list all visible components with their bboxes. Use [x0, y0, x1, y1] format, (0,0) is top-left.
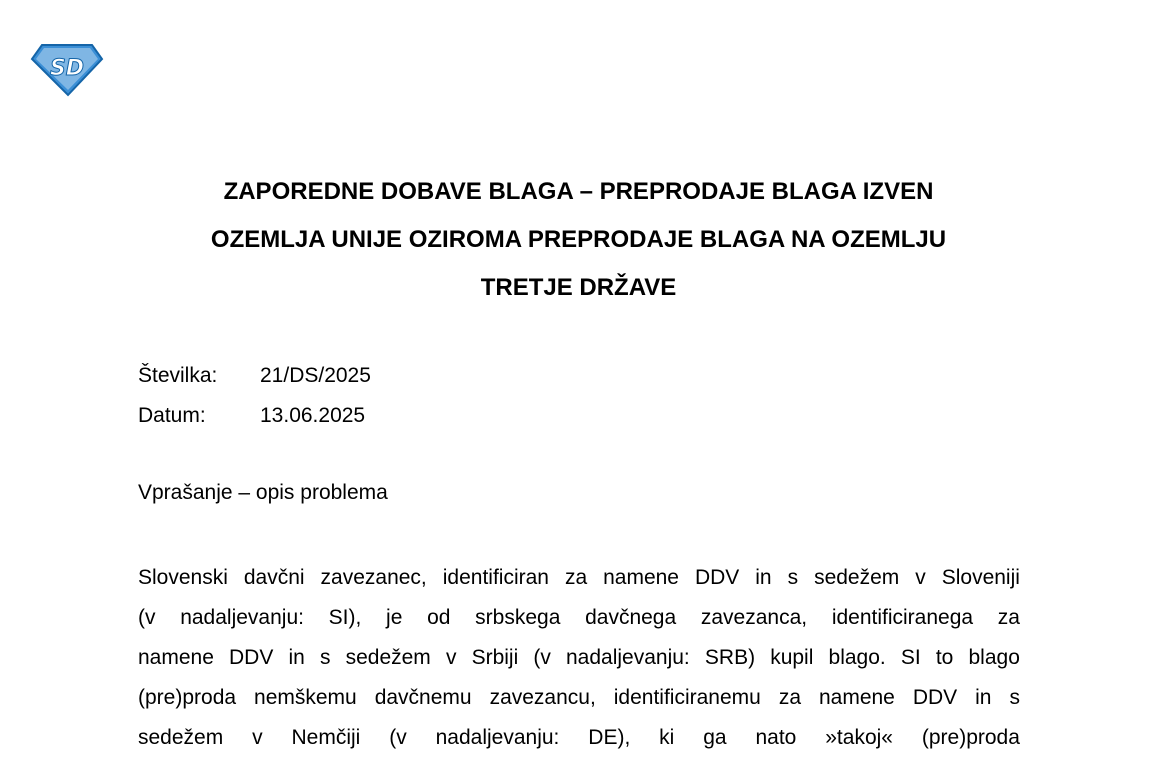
paragraph-word: DDV — [912, 686, 958, 709]
paragraph-word: in — [288, 646, 305, 669]
paragraph-word: Sloveniji — [941, 566, 1020, 589]
paragraph-word: to — [935, 646, 954, 669]
paragraph-word: za — [564, 566, 588, 589]
paragraph-word: za — [778, 686, 801, 709]
paragraph-word: namene — [603, 566, 679, 589]
paragraph-word: zavezancu, — [489, 686, 596, 709]
number-label: Številka: — [138, 364, 218, 387]
paragraph-line — [138, 598, 1020, 638]
paragraph-word: za — [997, 606, 1020, 629]
paragraph-word: SI), — [328, 606, 362, 629]
paragraph-word: identificiran — [442, 566, 549, 589]
paragraph-word: DDV — [229, 646, 274, 669]
paragraph-word: s — [319, 646, 331, 669]
paragraph-word: s — [1009, 686, 1020, 709]
paragraph-word: Nemčiji — [291, 726, 361, 749]
paragraph-word: nemškemu — [254, 686, 357, 709]
paragraph-word: nadaljevanju: — [180, 606, 304, 629]
paragraph-word: SI — [900, 646, 921, 669]
paragraph-line — [138, 678, 1020, 718]
paragraph-word: kupil — [770, 646, 814, 669]
paragraph-word: sedežem — [345, 646, 431, 669]
paragraph-word: v — [915, 566, 926, 589]
paragraph-word: davčnemu — [374, 686, 472, 709]
number-value: 21/DS/2025 — [260, 364, 371, 387]
title-line: ZAPOREDNE DOBAVE BLAGA – PREPRODAJE BLAGA IZVEN — [223, 178, 934, 205]
paragraph-word: v — [445, 646, 457, 669]
paragraph-word: (v — [138, 606, 156, 629]
paragraph-word: identificiranemu — [613, 686, 761, 709]
paragraph-word: namene — [138, 646, 214, 669]
paragraph-word: sedežem — [138, 726, 224, 749]
paragraph-word: namene — [818, 686, 895, 709]
document-meta — [138, 356, 371, 436]
paragraph-word: in — [975, 686, 992, 709]
company-logo — [30, 42, 104, 97]
title-line: TRETJE DRŽAVE — [480, 274, 677, 301]
paragraph-word: nato — [755, 726, 797, 749]
title-line: OZEMLJA UNIJE OZIROMA PREPRODAJE BLAGA NA OZEMLJU — [210, 226, 947, 253]
diamond-logo-icon — [30, 42, 104, 97]
paragraph-word: sedežem — [814, 566, 900, 589]
paragraph-word: (v — [389, 726, 407, 749]
paragraph-word: blago. — [828, 646, 886, 669]
section-heading: Vprašanje – opis problema — [138, 481, 388, 504]
paragraph-word: v — [252, 726, 263, 749]
problem-paragraph — [138, 558, 1020, 758]
paragraph-word: s — [787, 566, 799, 589]
paragraph-word: SRB) — [704, 646, 756, 669]
paragraph-line — [138, 718, 1020, 758]
paragraph-word: »takoj« — [825, 726, 893, 749]
paragraph-word: identificiranega — [831, 606, 974, 629]
date-row — [138, 396, 371, 436]
paragraph-word: (pre)proda — [138, 686, 237, 709]
date-value: 13.06.2025 — [260, 404, 366, 427]
paragraph-word: blago — [968, 646, 1020, 669]
paragraph-word: zavezanec, — [320, 566, 427, 589]
paragraph-word: nadaljevanju: — [435, 726, 560, 749]
paragraph-word: nadaljevanju: — [566, 646, 690, 669]
date-label: Datum: — [138, 404, 206, 427]
paragraph-word: davčni — [243, 566, 305, 589]
paragraph-word: in — [755, 566, 772, 589]
paragraph-word: DDV — [694, 566, 740, 589]
paragraph-word: od — [427, 606, 451, 629]
paragraph-line — [138, 558, 1020, 598]
paragraph-word: zavezanca, — [700, 606, 808, 629]
paragraph-word: DE), — [588, 726, 631, 749]
paragraph-word: ki — [659, 726, 675, 749]
paragraph-word: (v — [533, 646, 551, 669]
paragraph-line — [138, 638, 1020, 678]
paragraph-word: Slovenski — [138, 566, 228, 589]
document-title — [100, 168, 1057, 312]
paragraph-word: ga — [703, 726, 727, 749]
paragraph-word: (pre)proda — [921, 726, 1020, 749]
logo-lettering: SD — [49, 56, 85, 81]
paragraph-word: Srbiji — [471, 646, 519, 669]
number-row — [138, 356, 371, 396]
paragraph-word: je — [386, 606, 403, 629]
paragraph-word: srbskega — [475, 606, 561, 629]
paragraph-word: davčnega — [585, 606, 677, 629]
